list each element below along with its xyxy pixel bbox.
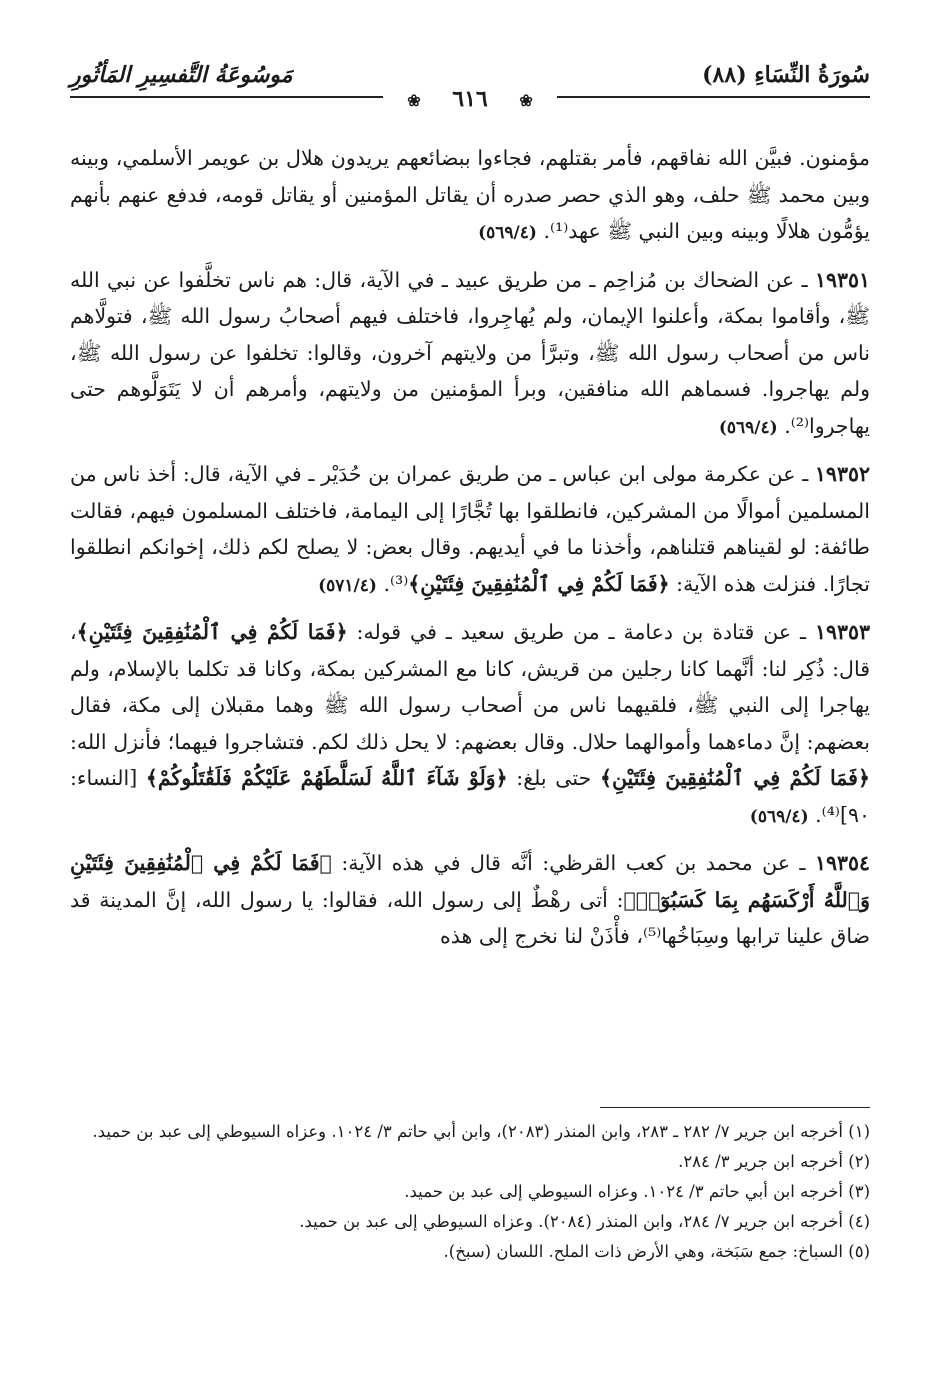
footnote: (٢) أخرجه ابن جرير ٣/ ٢٨٤.: [678, 1152, 870, 1171]
volume-reference: (٥٦٩/٤): [478, 223, 537, 243]
paragraph-text: : أتى رهْطٌ إلى رسول الله، فقالوا: يا رسول الله، إنَّ المدينة قد ضاق علينا ترابها وسِبَاخُها⁽⁵⁾، فأْذَنْ لنا نخرج إلى هذه: [70, 887, 870, 948]
narration-number: ١٩٣٥٣: [814, 620, 870, 644]
surah-title: سُورَةُ النِّسَاءِ (٨٨): [702, 62, 870, 88]
paragraph-text: ـ عن عكرمة مولى ابن عباس ـ من طريق عمران بن حُدَيْر ـ في الآية، قال: أخذ ناس من المسلمين أموالًا من المشركين، فانطلقوا بها تُجَّارًا إلى اليمامة، فاختلف المسلمون فيهم، فقالت طائفة: لو لقيناهم قتلناهم، وأخذنا ما في أيديهم. وقال بعض: لا يصلح لكم ذلك، إخوانكم انطلقوا تجارًا. فنزلت هذه الآية:: [70, 462, 870, 596]
paragraph-text: حتى بلغ:: [516, 766, 592, 790]
series-title: مَوسُوعَةُ التَّفسِيرِ المَأثُورِ: [70, 62, 293, 88]
narration-19353: [70, 614, 870, 835]
footnote-separator: [600, 1107, 870, 1108]
paragraph-text: ـ عن محمد بن كعب القرظي: أنَّه قال في هذه الآية:: [341, 851, 806, 875]
paragraph-continued: [70, 140, 870, 252]
narration-19352: [70, 456, 870, 604]
footnote: (١) أخرجه ابن جرير ٧/ ٢٨٢ ـ ٢٨٣، وابن المنذر (٢٠٨٣)، وابن أبي حاتم ٣/ ١٠٢٤. وعزاه السيوطي إلى عبد بن حميد.: [92, 1122, 870, 1141]
quran-verse: ﴿فَمَا لَكُمْ فِي ٱلْمُنَٰفِقِينَ فِئَتَيْنِ وَٱللَّهُ أَرْكَسَهُم بِمَا كَسَبُوٓا۟﴾: [70, 851, 870, 912]
page-number: ٦١٦: [440, 86, 499, 112]
paragraph-text: مؤمنون. فبيَّن الله نفاقهم، فأمر بقتلهم، فجاءوا ببضائعهم يريدون هلال بن عويمر الأسلمي، وبينه وبين محمد ﷺ حلف، وهو الذي حصر صدره أن يقاتل المؤمنين أو يقاتل قومه، فدفع عنهم بأنهم يؤمُّون هلالًا وبينه وبين النبي ﷺ عهد⁽¹⁾.: [70, 146, 870, 243]
paragraph-text: ـ عن الضحاك بن مُزاحِم ـ من طريق عبيد ـ في الآية، قال: هم ناس تخلَّفوا عن نبي الله ﷺ، وأقاموا بمكة، وأعلنوا الإيمان، ولم يُهاجِروا، فاختلف فيهم أصحابُ رسول الله ﷺ، فتولَّاهم ناس من أصحاب رسول الله ﷺ، وتبرَّأ من ولايتهم آخرون، وقالوا: تخلفوا عن رسول الله ﷺ، ولم يهاجروا. فسماهم الله منافقين، وبرأ المؤمنين من ولايتهم، وأمرهم أن لا يَتَوَلَّوهم حتى يهاجروا⁽²⁾.: [70, 267, 870, 438]
narration-number: ١٩٣٥١: [814, 267, 870, 292]
volume-reference: (٥٧١/٤): [318, 575, 377, 596]
volume-reference: (٥٦٩/٤): [749, 806, 809, 827]
quran-verse: ﴿وَلَوْ شَآءَ ٱللَّهُ لَسَلَّطَهُمْ عَلَيْكُمْ فَلَقَٰتَلُوكُمْ﴾: [145, 766, 508, 790]
narration-number: ١٩٣٥٢: [814, 462, 870, 486]
footnote-marker: ⁽³⁾.: [383, 571, 409, 596]
ornament-left-icon: ❀: [507, 91, 544, 110]
footnote: (٤) أخرجه ابن جرير ٧/ ٢٨٤، وابن المنذر (٢٠٨٤). وعزاه السيوطي إلى عبد بن حميد.: [299, 1212, 870, 1231]
quran-verse: ﴿فَمَا لَكُمْ فِي ٱلْمُنَٰفِقِينَ فِئَتَيْنِ﴾: [599, 766, 870, 790]
footnotes: [70, 1117, 870, 1267]
narration-19354: [70, 845, 870, 955]
volume-reference: (٥٦٩/٤): [718, 417, 778, 438]
verse-citation: [النساء: ٩٠]⁽⁴⁾.: [70, 766, 870, 827]
quran-verse: ﴿فَمَا لَكُمْ فِي ٱلْمُنَٰفِقِينَ فِئَتَيْنِ﴾: [76, 620, 348, 644]
page-number-block: [0, 86, 940, 112]
footnote: (٥) السباخ: جمع سَبَخة، وهي الأرض ذات الملح. اللسان (سبخ).: [443, 1242, 870, 1261]
main-text: [70, 140, 870, 965]
ornament-right-icon: ❀: [395, 91, 432, 110]
narration-19351: [70, 262, 870, 447]
paragraph-text: ، قال: ذُكِر لنا: أنَّهما كانا رجلين من قريش، كانا مع المشركين بمكة، وكانا قد تكلما بالإسلام، ولم يهاجرا إلى النبي ﷺ، فلقيهما ناس من أصحاب رسول الله ﷺ وهما مقبلان إلى مكة، فقال بعضهم: إنَّ دماءهما وأموالهما حلال. وقال بعضهم: لا يحل ذلك لكم. فتشاجروا فيهما؛ فأنزل الله:: [70, 620, 870, 754]
footnote: (٣) أخرجه ابن أبي حاتم ٣/ ١٠٢٤. وعزاه السيوطي إلى عبد بن حميد.: [404, 1182, 870, 1201]
quran-verse: ﴿فَمَا لَكُمْ فِي ٱلْمُنَٰفِقِينَ فِئَتَيْنِ﴾: [408, 571, 670, 596]
narration-number: ١٩٣٥٤: [814, 851, 870, 875]
paragraph-text: ـ عن قتادة بن دعامة ـ من طريق سعيد ـ في قوله:: [356, 620, 806, 644]
